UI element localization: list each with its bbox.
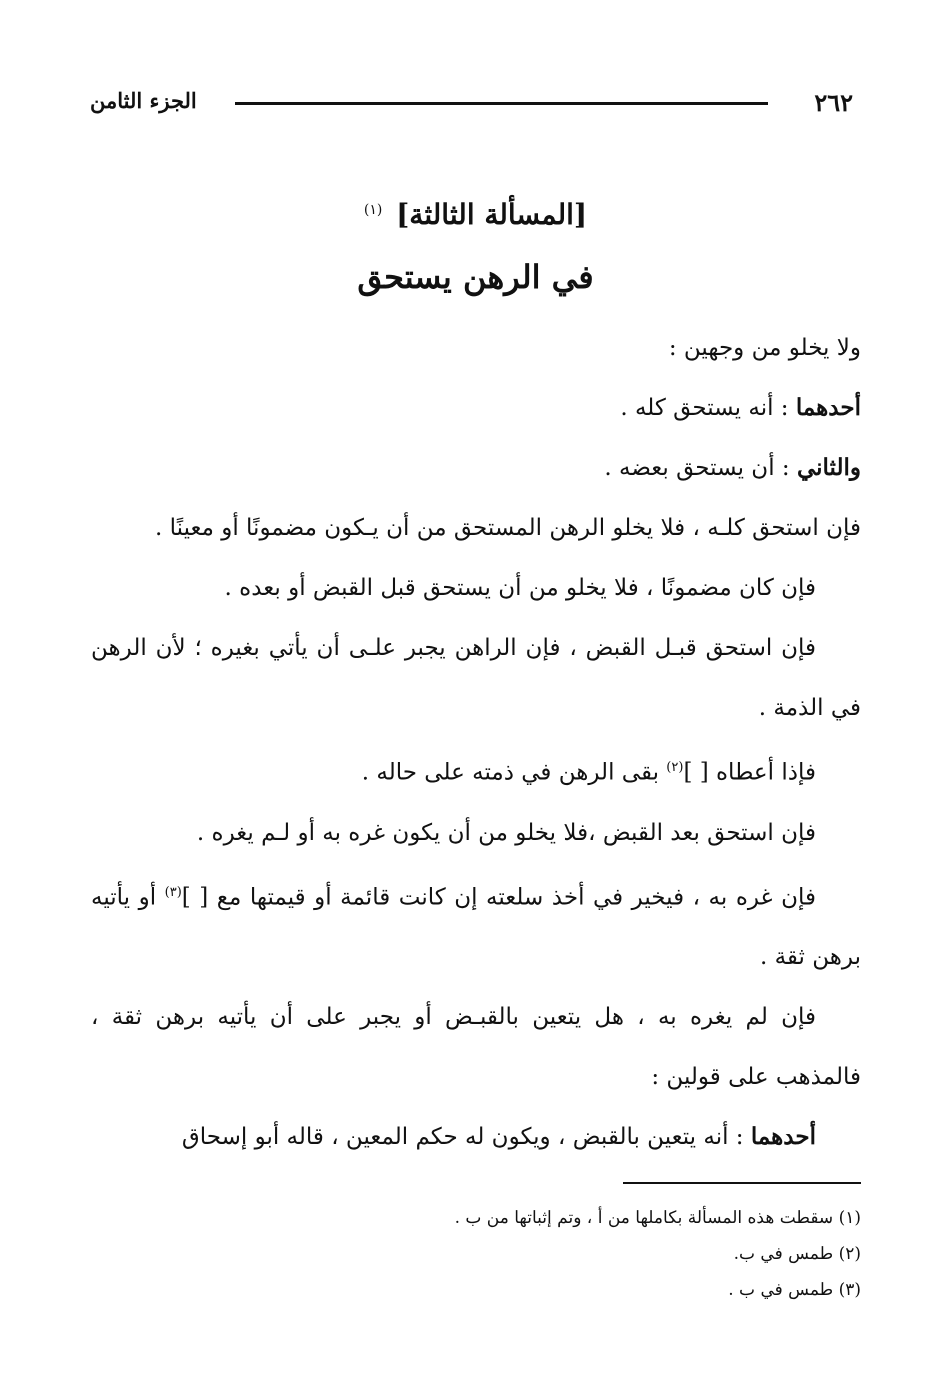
paragraph-10: فإن لم يغره به ، هل يتعين بالقبـض أو يجبر على أن يأتيه برهن ثقة ، فالمذهب على قولين : bbox=[91, 1004, 861, 1091]
footnote-ref-1: (١) bbox=[363, 201, 383, 218]
paragraph-3-text: : أن يستحق بعضه . bbox=[604, 455, 797, 481]
paragraph-9-text-b: أو يأتيه برهن ثقة . bbox=[91, 884, 861, 971]
paragraph-7-text-b: بقى الرهن في ذمته على حاله . bbox=[361, 759, 667, 786]
paragraph-2 bbox=[91, 378, 861, 438]
paragraph-3-lead: والثاني bbox=[796, 454, 861, 481]
footnote-2: (٢) طمس في ب. bbox=[733, 1244, 861, 1264]
footnotes bbox=[91, 1200, 861, 1308]
section-heading bbox=[0, 198, 951, 231]
footnote-rule bbox=[623, 1182, 861, 1184]
paragraph-5: فإن كان مضمونًا ، فلا يخلو من أن يستحق قبل القبض أو بعده . bbox=[224, 575, 816, 601]
footnote-ref-3: (٣) bbox=[164, 884, 182, 900]
page-number: ٢٦٢ bbox=[814, 88, 853, 117]
part-title: الجزء الثامن bbox=[90, 88, 197, 113]
footnote-1: (١) سقطت هذه المسألة بكاملها من أ ، وتم إثباتها من ب . bbox=[454, 1208, 861, 1228]
paragraph-2-lead: أحدهما bbox=[795, 394, 861, 421]
paragraph-8: فإن استحق بعد القبض ،فلا يخلو من أن يكون غره به أو لـم يغره . bbox=[196, 819, 816, 846]
paragraph-4: فإن استحق كلـه ، فلا يخلو الرهن المستحق من أن يـكون مضمونًا أو معينًا . bbox=[155, 515, 861, 541]
header-rule bbox=[235, 102, 768, 105]
footnote-ref-2: (٢) bbox=[666, 760, 684, 775]
running-header bbox=[90, 84, 853, 120]
topic-heading: في الرهن يستحق bbox=[357, 258, 594, 296]
paragraph-2-text: : أنه يستحق كله . bbox=[620, 395, 796, 421]
body-text bbox=[91, 318, 861, 1167]
paragraph-7 bbox=[91, 738, 861, 803]
paragraph-11-lead: أحدهما bbox=[750, 1123, 816, 1151]
paragraph-7-text-a: فإذا أعطاه [ ] bbox=[683, 759, 816, 786]
paragraph-6: فإن استحق قبـل القبض ، فإن الراهن يجبر علـى أن يأتي بغيره ؛ لأن الرهن في الذمة . bbox=[91, 635, 861, 721]
footnote-3: (٣) طمس في ب . bbox=[728, 1280, 861, 1300]
paragraph-1: ولا يخلو من وجهين : bbox=[668, 335, 861, 361]
paragraph-11-text: : أنه يتعين بالقبض ، ويكون له حكم المعين ، قاله أبو إسحاق bbox=[181, 1124, 751, 1151]
paragraph-9-text-a: فإن غره به ، فيخير في أخذ سلعته إن كانت قائمة أو قيمتها مع [ ] bbox=[181, 884, 817, 911]
paragraph-9 bbox=[91, 863, 861, 988]
paragraph-11 bbox=[91, 1107, 861, 1167]
section-title: [المسألة الثالثة] bbox=[396, 198, 588, 231]
paragraph-3 bbox=[91, 438, 861, 498]
